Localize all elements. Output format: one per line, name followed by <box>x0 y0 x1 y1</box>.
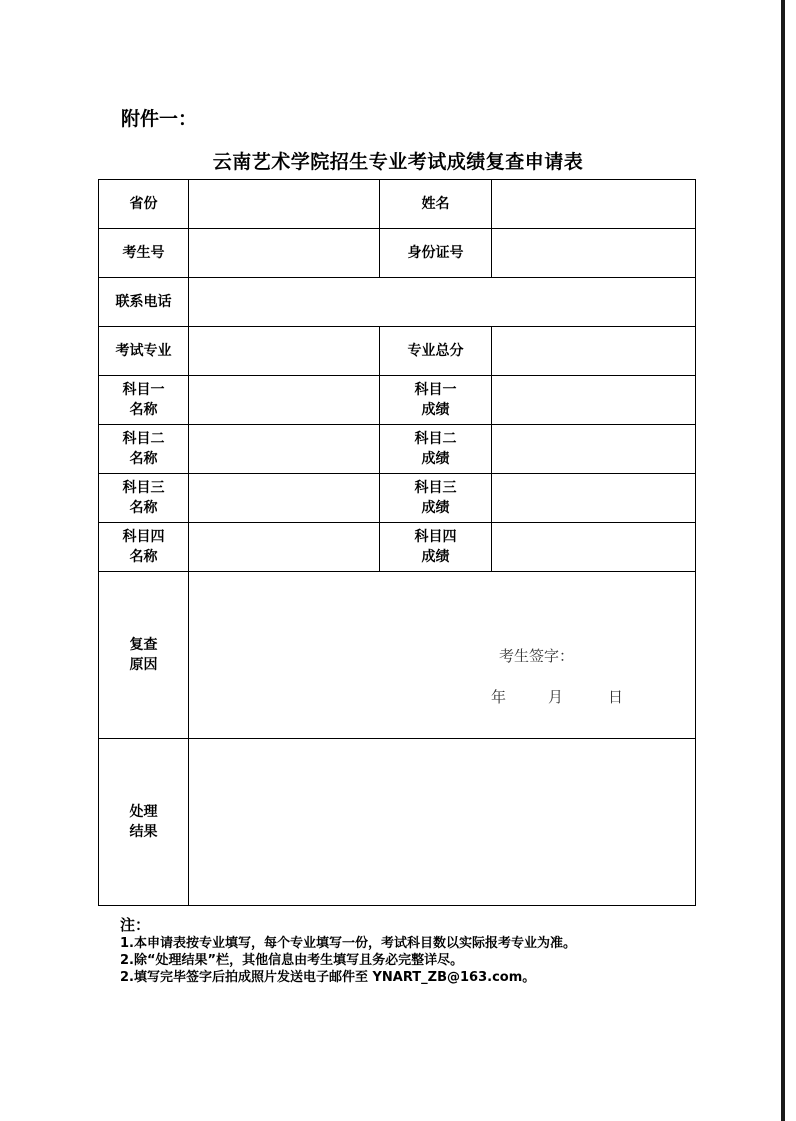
review-reason-field[interactable] <box>189 572 696 739</box>
subject3-name-field[interactable] <box>189 474 380 523</box>
major-total-label: 专业总分 <box>380 327 492 376</box>
subject2-score-field[interactable] <box>492 425 696 474</box>
month-label: 月 <box>548 687 564 706</box>
attachment-label: 附件一： <box>121 108 198 130</box>
subject2-name-field[interactable] <box>189 425 380 474</box>
subject1-name-label: 科目一 名称 <box>99 376 189 425</box>
note-line: 2.填写完毕签字后拍成照片发送电子邮件至 YNART_ZB@163.com。 <box>120 970 536 985</box>
subject1-name-field[interactable] <box>189 376 380 425</box>
major-label: 考试专业 <box>99 327 189 376</box>
id-number-label: 身份证号 <box>380 229 492 278</box>
major-total-field[interactable] <box>492 327 696 376</box>
subject4-name-label: 科目四 名称 <box>99 523 189 572</box>
subject1-score-field[interactable] <box>492 376 696 425</box>
major-field[interactable] <box>189 327 380 376</box>
id-number-field[interactable] <box>492 229 696 278</box>
result-label: 处理 结果 <box>99 739 189 906</box>
note-line: 1.本申请表按专业填写，每个专业填写一份，考试科目数以实际报考专业为准。 <box>120 936 576 951</box>
signature-label: 考生签字： <box>499 646 575 665</box>
notes <box>120 917 576 986</box>
year-label: 年 <box>491 687 507 706</box>
subject2-score-label: 科目二 成绩 <box>380 425 492 474</box>
application-form-table <box>98 179 696 906</box>
review-reason-label: 复查 原因 <box>99 572 189 739</box>
page-title: 云南艺术学院招生专业考试成绩复查申请表 <box>212 151 584 173</box>
day-label: 日 <box>608 687 624 706</box>
subject3-score-label: 科目三 成绩 <box>380 474 492 523</box>
subject2-name-label: 科目二 名称 <box>99 425 189 474</box>
phone-field[interactable] <box>189 278 696 327</box>
notes-title: 注： <box>120 916 151 934</box>
subject4-score-field[interactable] <box>492 523 696 572</box>
province-label: 省份 <box>99 180 189 229</box>
exam-number-field[interactable] <box>189 229 380 278</box>
subject4-name-field[interactable] <box>189 523 380 572</box>
subject3-score-field[interactable] <box>492 474 696 523</box>
subject1-score-label: 科目一 成绩 <box>380 376 492 425</box>
province-field[interactable] <box>189 180 380 229</box>
note-line: 2.除“处理结果”栏，其他信息由考生填写且务必完整详尽。 <box>120 953 464 968</box>
subject4-score-label: 科目四 成绩 <box>380 523 492 572</box>
date-row <box>491 687 623 707</box>
result-field[interactable] <box>189 739 696 906</box>
phone-label: 联系电话 <box>99 278 189 327</box>
name-label: 姓名 <box>380 180 492 229</box>
subject3-name-label: 科目三 名称 <box>99 474 189 523</box>
exam-number-label: 考生号 <box>99 229 189 278</box>
name-field[interactable] <box>492 180 696 229</box>
